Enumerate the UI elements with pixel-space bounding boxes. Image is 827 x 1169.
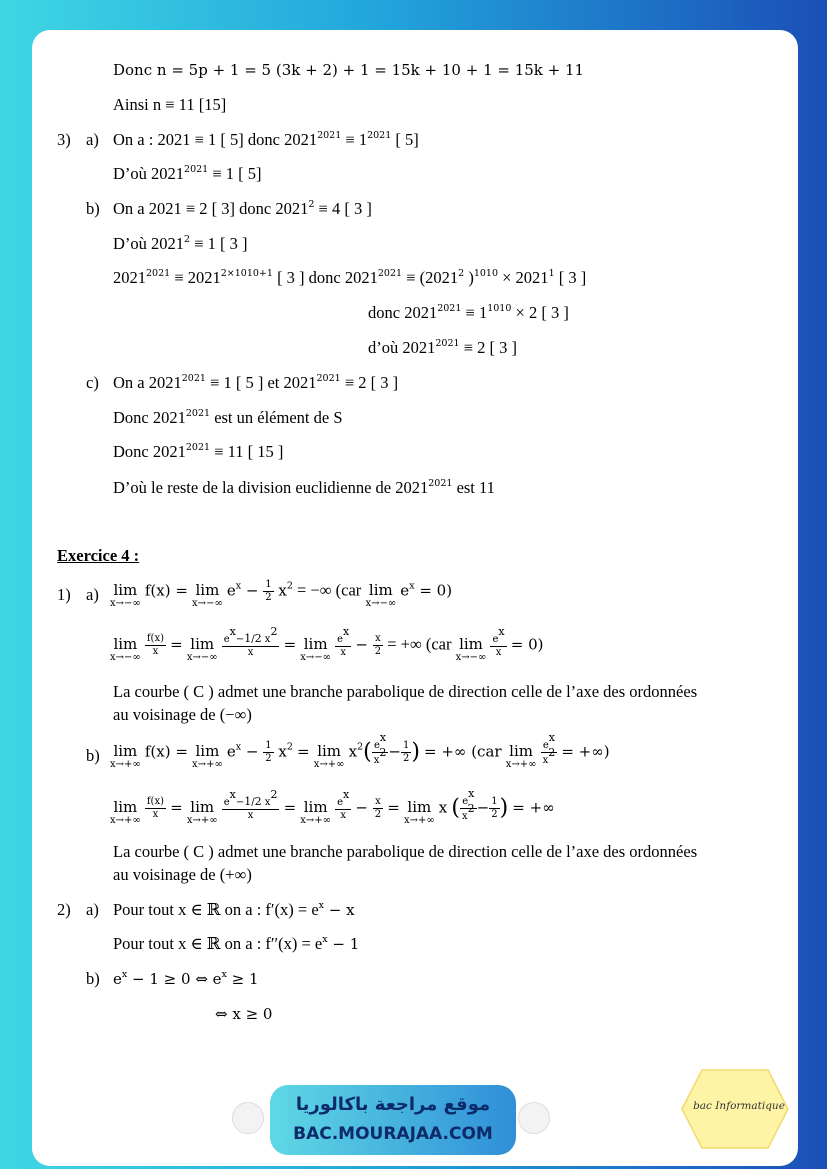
q3b-label: b) — [86, 199, 100, 218]
voisinage-text-2: au voisinage de (+∞) — [113, 865, 252, 884]
text-line-11: Donc $2021^{2021}$ est un élément de S — [113, 408, 343, 427]
badge-text: bac Informatique — [693, 1100, 785, 1112]
limit-line-4: lim x→+∞ $\frac{f(x)}{x}$ = lim x→+∞ $\frac{e^x-1/2 x^2}{x}$ = lim x→+∞ $\frac{e^x}{x}$ − $\frac{x}{2}$ = lim x→+∞ x ( $\frac{e^x}{x^2}$ − $\frac{1}{2}$ ) = +∞ — [110, 787, 555, 826]
text-line-7: $2021^{2021} \equiv 2021^{2\times 1010+1}$ [ 3 ] donc $2021^{2021} \equiv (2021^2$ )$^{1010} \times 2021^1$ [ 3 ] — [113, 268, 587, 287]
text-line-5: On a 2021 ≡ 2 [ 3] donc $2021^2 \equiv 4$ [ 3 ] — [113, 199, 372, 218]
inequality-line-1: $e^x - 1 \ge 0$ ⇔ $e^x \ge 1$ — [113, 969, 259, 988]
text-line-4: D’où $2021^{2021} \equiv 1$ [ 5] — [113, 164, 262, 183]
q2b-label: b) — [86, 969, 100, 988]
text-line-10: On a $2021^{2021} \equiv 1$ [ 5 ] et $2021^{2021} \equiv 2$ [ 3 ] — [113, 373, 399, 392]
footer-arabic-title: موقع مراجعة باكالوريا — [295, 1094, 491, 1115]
inequality-line-2: ⇔ x ≥ 0 — [215, 1005, 273, 1023]
q3-label: 3) — [57, 130, 71, 149]
left-logo-icon — [232, 1102, 264, 1134]
courbe-text-1: La courbe ( C ) admet une branche parabolique de direction celle de l’axe des ordonnées — [113, 682, 698, 701]
text-line-2: Ainsi n ≡ 11 [15] — [113, 95, 227, 114]
limit-line-3: lim x→+∞ f(x) = lim x→+∞ $e^x$ − $\frac{1}{2}$ $x^2$ = lim x→+∞ $x^2$( $\frac{e^x}{x^2}$ − $\frac{1}{2}$ ) = +∞ (car lim x→+∞ $\frac{e^x}{x^2}$ = +∞) — [110, 731, 610, 770]
text-line-12: Donc $2021^{2021} \equiv 11$ [ 15 ] — [113, 442, 284, 461]
derivative-line-2: Pour tout x ∈ ℝ on a : $f''(x) = e^x - 1$ — [113, 934, 360, 953]
text-line-6: D’où $2021^2 \equiv 1$ [ 3 ] — [113, 234, 248, 253]
limit-line-2: lim x→−∞ $\frac{f(x)}{x}$ = lim x→−∞ $\frac{e^x-1/2 x^2}{x}$ = lim x→−∞ $\frac{e^x}{x}$ − $\frac{x}{2}$ = +∞ (car lim x→−∞ $\frac{e^x}{x}$ = 0) — [110, 625, 544, 663]
voisinage-text-1: au voisinage de (−∞) — [113, 705, 252, 724]
q3a-label: a) — [86, 130, 99, 149]
q2a-label: a) — [86, 900, 99, 919]
text-line-1: Donc n = 5p + 1 = 5 (3k + 2) + 1 = 15k + 10 + 1 = 15k + 11 — [113, 61, 585, 79]
text-line-8: donc $2021^{2021} \equiv 1^{1010} \times 2$ [ 3 ] — [368, 303, 569, 322]
courbe-text-2: La courbe ( C ) admet une branche parabolique de direction celle de l’axe des ordonnées — [113, 842, 698, 861]
text-line-9: d’où $2021^{2021} \equiv 2$ [ 3 ] — [368, 338, 517, 357]
right-logo-icon — [518, 1102, 550, 1134]
footer-site-link[interactable]: BAC.MOURAJAA.COM — [293, 1124, 493, 1144]
q1-label: 1) — [57, 585, 71, 604]
limit-line-1: lim x→−∞ f(x) = lim x→−∞ $e^x$ − $\frac{1}{2}$ $x^2$ = −∞ (car lim x→−∞ $e^x = 0$) — [110, 579, 453, 609]
derivative-line-1: Pour tout x ∈ ℝ on a : $f'(x) = e^x - x$ — [113, 900, 355, 919]
q1a-label: a) — [86, 585, 99, 604]
q3c-label: c) — [86, 373, 99, 392]
text-line-3: On a : 2021 ≡ 1 [ 5] donc $2021^{2021} \equiv 1^{2021}$ [ 5] — [113, 130, 419, 149]
text-line-13: D’où le reste de la division euclidienne de $2021^{2021}$ est 11 — [113, 478, 495, 497]
q2-label: 2) — [57, 900, 71, 919]
exercise-4-heading: Exercice 4 : — [57, 546, 140, 565]
q1b-label: b) — [86, 746, 100, 765]
